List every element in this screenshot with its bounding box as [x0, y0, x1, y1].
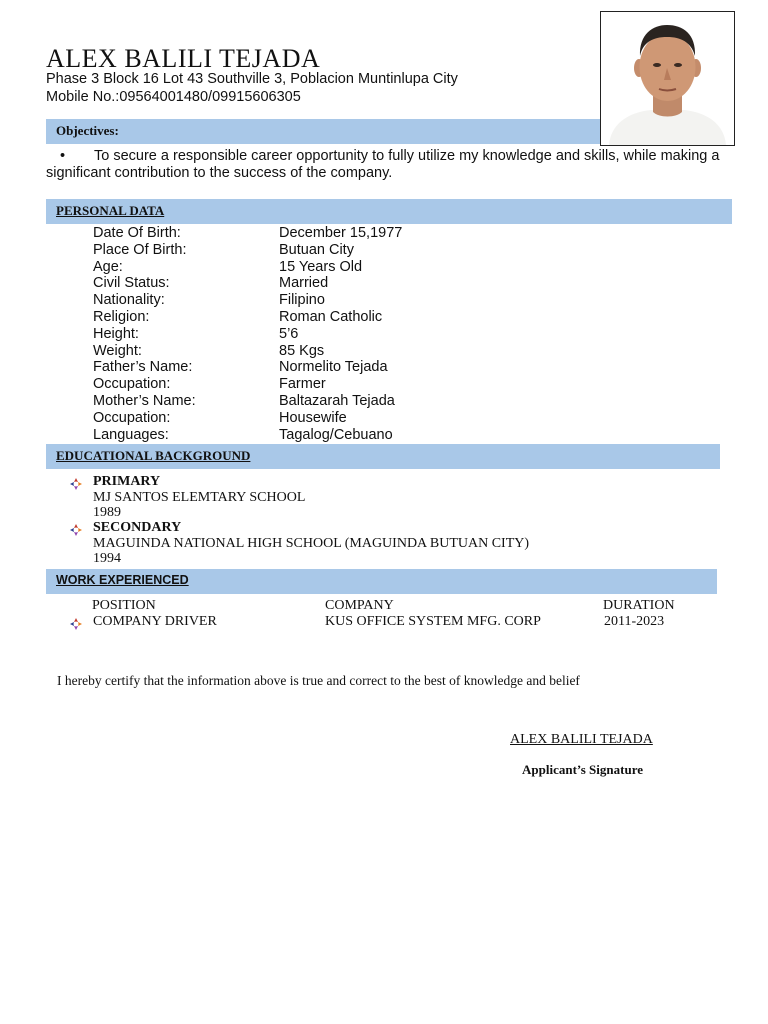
- personal-data-label: Place Of Birth:: [93, 241, 187, 258]
- personal-data-label: Nationality:: [93, 292, 165, 309]
- applicant-name: ALEX BALILI TEJADA: [46, 44, 321, 73]
- personal-data-value: December 15,1977: [279, 225, 403, 241]
- education-heading-bar: [46, 444, 720, 469]
- work-heading: WORK EXPERIENCED: [56, 573, 189, 587]
- education-year: 1994: [93, 551, 121, 566]
- education-level: PRIMARY: [93, 474, 161, 489]
- personal-data-label: Languages:: [93, 426, 169, 443]
- objectives-heading: Objectives:: [56, 123, 119, 138]
- signature-name: ALEX BALILI TEJADA: [510, 732, 653, 747]
- education-year: 1989: [93, 505, 121, 520]
- four-arrow-bullet-icon: [70, 524, 82, 536]
- education-heading: EDUCATIONAL BACKGROUND: [56, 448, 251, 463]
- personal-data-value: Housewife: [279, 409, 347, 426]
- work-duration: 2011-2023: [604, 614, 665, 629]
- personal-data-value: 5’6: [279, 325, 299, 342]
- personal-data-label: Father’s Name:: [93, 359, 193, 376]
- personal-data-value: 15 Years Old: [279, 258, 363, 275]
- person-photo-icon: [601, 12, 734, 145]
- personal-data-label: Age:: [93, 258, 123, 275]
- personal-data-heading: PERSONAL DATA: [56, 203, 165, 218]
- personal-data-label: Religion:: [93, 309, 150, 325]
- objectives-text: [46, 148, 726, 182]
- personal-data-label: Civil Status:: [93, 275, 170, 292]
- personal-data-value: Filipino: [279, 292, 325, 309]
- personal-data-value: Roman Catholic: [279, 309, 383, 325]
- personal-data-value: Tagalog/Cebuano: [279, 426, 393, 443]
- applicant-photo: [600, 11, 735, 146]
- personal-data-label: Height:: [93, 325, 139, 342]
- work-company: KUS OFFICE SYSTEM MFG. CORP: [325, 614, 541, 629]
- personal-data-value: Normelito Tejada: [279, 359, 388, 376]
- address: Phase 3 Block 16 Lot 43 Southville 3, Poblacion Muntinlupa City: [46, 71, 458, 87]
- objectives-paragraph: To secure a responsible career opportunity to fully utilize my knowledge and skills, while making a significant contribution to the success of the company.: [46, 148, 720, 181]
- education-school: MAGUINDA NATIONAL HIGH SCHOOL (MAGUINDA BUTUAN CITY): [93, 536, 530, 551]
- personal-data-label: Mother’s Name:: [93, 393, 196, 409]
- work-column-duration: DURATION: [603, 598, 675, 613]
- education-school: MJ SANTOS ELEMTARY SCHOOL: [93, 490, 306, 505]
- personal-data-label: Weight:: [93, 342, 142, 359]
- personal-data-label: Occupation:: [93, 409, 171, 426]
- four-arrow-bullet-icon: [70, 618, 82, 630]
- personal-data-label: Occupation:: [93, 376, 171, 393]
- personal-data-value: 85 Kgs: [279, 342, 325, 359]
- work-column-position: POSITION: [92, 598, 156, 613]
- work-position: COMPANY DRIVER: [93, 614, 217, 629]
- personal-data-value: Butuan City: [279, 241, 354, 258]
- objectives-heading-bar: [46, 119, 600, 144]
- signature-label: Applicant’s Signature: [522, 762, 643, 777]
- four-arrow-bullet-icon: [70, 478, 82, 490]
- certification-statement: I hereby certify that the information above is true and correct to the best of knowledge and belief: [57, 673, 580, 688]
- personal-data-value: Farmer: [279, 376, 326, 393]
- work-heading-bar: [46, 569, 717, 594]
- personal-data-label: Date Of Birth:: [93, 225, 181, 241]
- personal-data-heading-bar: [46, 199, 732, 224]
- bullet-point: •: [60, 148, 66, 164]
- personal-data-value: Baltazarah Tejada: [279, 393, 395, 409]
- personal-data-value: Married: [279, 275, 329, 292]
- work-column-company: COMPANY: [325, 598, 394, 613]
- mobile-number: Mobile No.:09564001480/09915606305: [46, 89, 301, 105]
- education-level: SECONDARY: [93, 520, 182, 535]
